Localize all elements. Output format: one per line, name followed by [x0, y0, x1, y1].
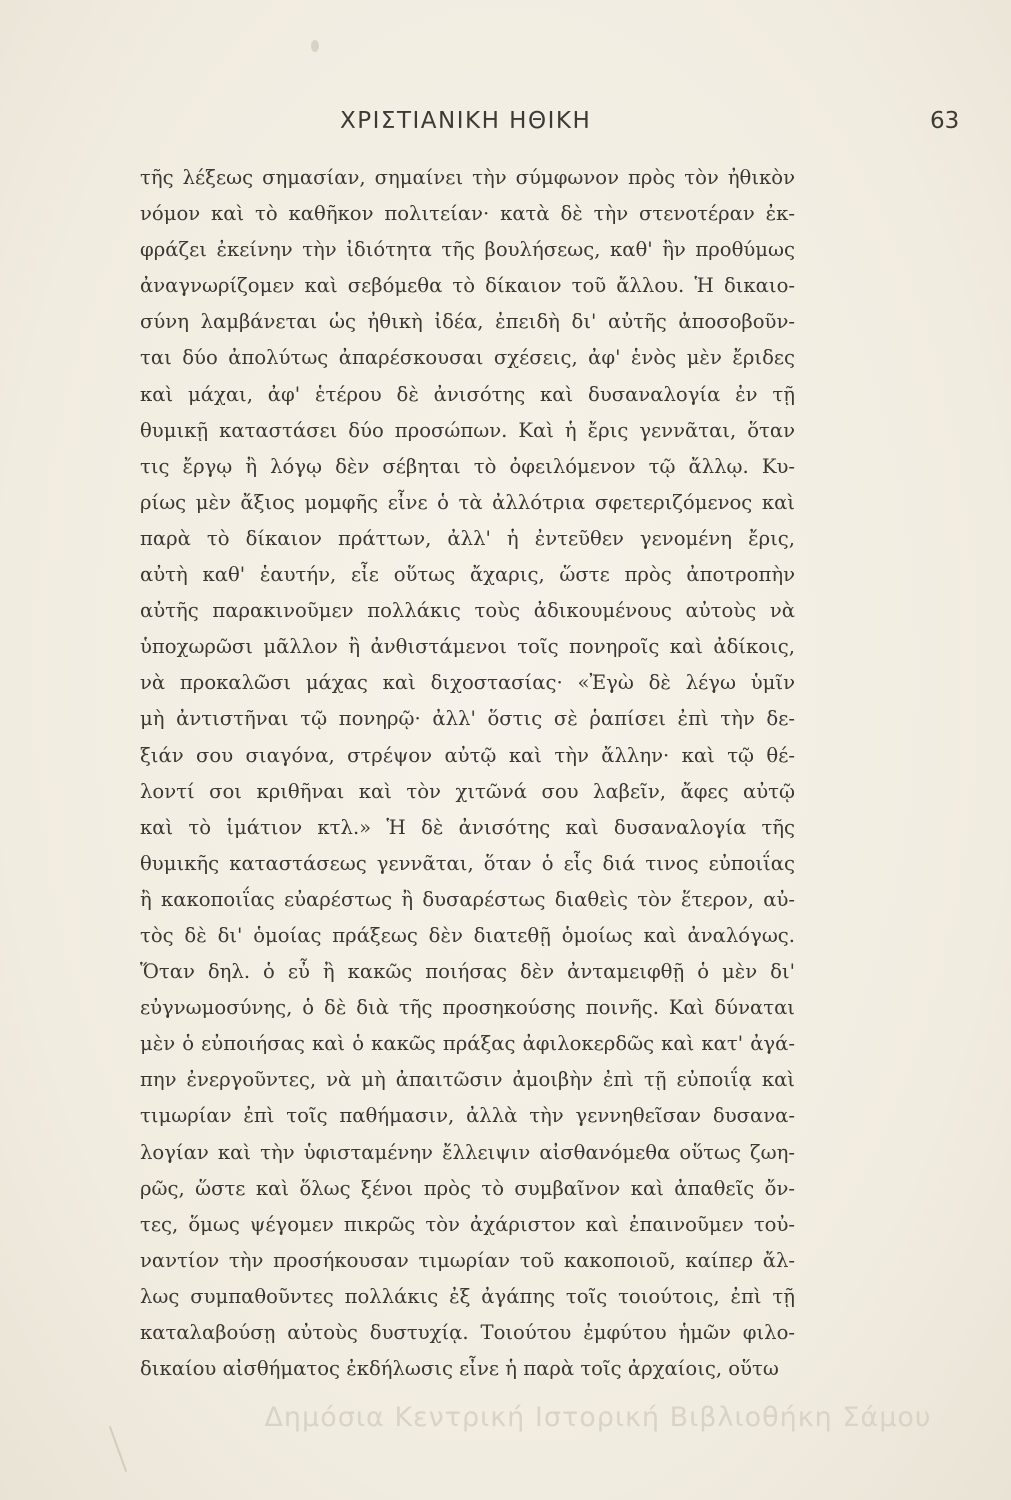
- text-line: λοντί σοι κριθῆναι καὶ τὸν χιτῶνά σου λαβεῖν, ἄφες αὐτῷ: [140, 779, 795, 803]
- text-line: νόμον καὶ τὸ καθῆκον πολιτείαν· κατὰ δὲ τὴν στενοτέραν ἐκ-: [140, 202, 795, 226]
- text-line: μὴ ἀντιστῆναι τῷ πονηρῷ· ἀλλ' ὅστις σὲ ῥαπίσει ἐπὶ τὴν δε-: [140, 707, 795, 731]
- page-number: 63: [930, 108, 960, 134]
- text-line: τιμωρίαν ἐπὶ τοῖς παθήμασιν, ἀλλὰ τὴν γεννηθεῖσαν δυσανα-: [140, 1104, 795, 1128]
- text-line: τες, ὅμως ψέγομεν πικρῶς τὸν ἀχάριστον καὶ ἐπαινοῦμεν τοὐ-: [140, 1212, 795, 1236]
- text-line: ἢ κακοποιΐας εὐαρέστως ἢ δυσαρέστως διαθεὶς τὸν ἕτερον, αὐ-: [140, 887, 795, 911]
- text-line: μὲν ὁ εὐποιήσας καὶ ὁ κακῶς πράξας ἀφιλοκερδῶς καὶ κατ' ἀγά-: [140, 1032, 795, 1056]
- text-line: ὑποχωρῶσι μᾶλλον ἢ ἀνθιστάμενοι τοῖς πονηροῖς καὶ ἀδίκοις,: [140, 635, 795, 659]
- text-line: δικαίου αἰσθήματος ἐκδήλωσις εἶνε ἡ παρὰ τοῖς ἀρχαίοις, οὕτω: [140, 1357, 779, 1381]
- text-line: αὐτὴ καθ' ἑαυτήν, εἶε οὕτως ἄχαρις, ὥστε πρὸς ἀποτροπὴν: [140, 563, 795, 587]
- text-line: ται δύο ἀπολύτως ἀπαρέσκουσαι σχέσεις, ἀφ' ἑνὸς μὲν ἔριδες: [140, 346, 795, 370]
- body-text: [140, 160, 795, 1387]
- text-line: εὐγνωμοσύνης, ὁ δὲ διὰ τῆς προσηκούσης ποινῆς. Καὶ δύναται: [140, 996, 795, 1020]
- text-line: καὶ τὸ ἱμάτιον κτλ.» Ἡ δὲ ἀνισότης καὶ δυσαναλογία τῆς: [140, 815, 795, 839]
- text-line: τῆς λέξεως σημασίαν, σημαίνει τὴν σύμφωνον πρὸς τὸν ἠθικὸν: [140, 166, 795, 189]
- text-line: θυμικῇ καταστάσει δύο προσώπων. Καὶ ἡ ἔρις γεννᾶται, ὅταν: [140, 418, 795, 442]
- text-line: Ὅταν δηλ. ὁ εὖ ἢ κακῶς ποιήσας δὲν ἀνταμειφθῇ ὁ μὲν δι': [140, 960, 795, 984]
- text-line: λογίαν καὶ τὴν ὑφισταμένην ἔλλειψιν αἰσθανόμεθα οὕτως ζωη-: [140, 1140, 795, 1164]
- text-line: πην ἐνεργοῦντες, νὰ μὴ ἀπαιτῶσιν ἀμοιβὴν ἐπὶ τῇ εὐποιΐᾳ καὶ: [140, 1068, 795, 1092]
- running-header: [0, 108, 1011, 148]
- text-line: ναντίον τὴν προσήκουσαν τιμωρίαν τοῦ κακοποιοῦ, καίπερ ἄλ-: [140, 1248, 795, 1272]
- text-line: ξιάν σου σιαγόνα, στρέψον αὐτῷ καὶ τὴν ἄλλην· καὶ τῷ θέ-: [140, 743, 795, 767]
- text-line: τὸς δὲ δι' ὁμοίας πράξεως δὲν διατεθῇ ὁμοίως καὶ ἀναλόγως.: [140, 923, 795, 947]
- text-line: θυμικῆς καταστάσεως γεννᾶται, ὅταν ὁ εἷς διά τινος εὐποιΐας: [140, 851, 795, 875]
- running-title: ΧΡΙΣΤΙΑΝΙΚΗ ΗΘΙΚΗ: [340, 108, 592, 134]
- text-line: ρίως μὲν ἄξιος μομφῆς εἶνε ὁ τὰ ἀλλότρια σφετεριζόμενος καὶ: [140, 490, 795, 514]
- text-line: καταλαβούσῃ αὐτοὺς δυστυχίᾳ. Τοιούτου ἐμφύτου ἡμῶν φιλο-: [140, 1321, 795, 1344]
- text-line: φράζει ἐκείνην τὴν ἰδιότητα τῆς βουλήσεως, καθ' ἣν προθύμως: [140, 238, 795, 262]
- text-line: αὐτῆς παρακινοῦμεν πολλάκις τοὺς ἀδικουμένους αὐτοὺς νὰ: [140, 599, 795, 623]
- text-line: παρὰ τὸ δίκαιον πράττων, ἀλλ' ἡ ἐντεῦθεν γενομένη ἔρις,: [140, 526, 795, 550]
- text-line: νὰ προκαλῶσι μάχας καὶ διχοστασίας· «Ἐγὼ δὲ λέγω ὑμῖν: [140, 671, 795, 695]
- text-line: λως συμπαθοῦντες πολλάκις ἐξ ἀγάπης τοῖς τοιούτοις, ἐπὶ τῇ: [140, 1284, 795, 1308]
- text-line: ρῶς, ὥστε καὶ ὅλως ξένοι πρὸς τὸ συμβαῖνον καὶ ἀπαθεῖς ὄν-: [140, 1176, 795, 1200]
- text-line: τις ἔργῳ ἢ λόγῳ δὲν σέβηται τὸ ὀφειλόμενον τῷ ἄλλῳ. Κυ-: [140, 454, 795, 478]
- text-line: σύνη λαμβάνεται ὡς ἠθικὴ ἰδέα, ἐπειδὴ δι' αὐτῆς ἀποσοβοῦν-: [140, 310, 795, 334]
- library-watermark: Δημόσια Κεντρική Ιστορική Βιβλιοθήκη Σάμου: [264, 1402, 932, 1433]
- text-line: καὶ μάχαι, ἀφ' ἑτέρου δὲ ἀνισότης καὶ δυσαναλογία ἐν τῇ: [140, 382, 795, 406]
- text-line: ἀναγνωρίζομεν καὶ σεβόμεθα τὸ δίκαιον τοῦ ἄλλου. Ἡ δικαιο-: [140, 274, 795, 298]
- ink-spot: [311, 40, 319, 52]
